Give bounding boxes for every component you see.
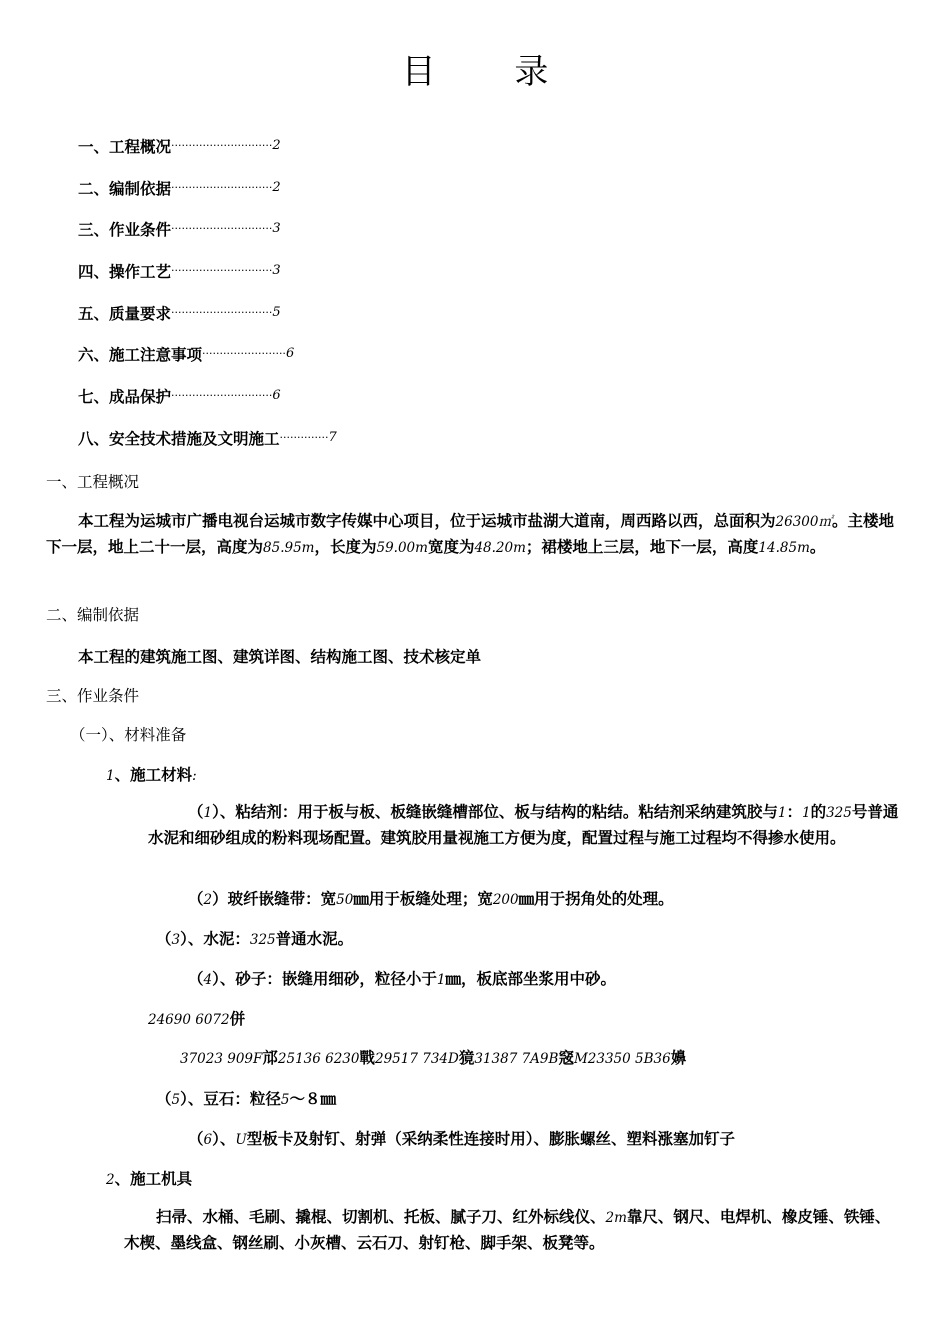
area-value: 26300㎡	[775, 514, 832, 530]
garbled-line	[180, 1046, 686, 1068]
toc-entry-label: 一、工程概况	[78, 138, 172, 156]
toc-page-number: 3	[272, 221, 281, 237]
material-number: 3	[171, 932, 181, 948]
toc-entry-label: 三、作业条件	[78, 221, 172, 240]
toc-page-number: 2	[272, 179, 281, 195]
material-adhesive	[148, 800, 904, 851]
garbled-char: 窛	[558, 1049, 574, 1067]
garbled-char: 戰	[359, 1049, 375, 1067]
toc-entry-label: 四、操作工艺	[78, 263, 172, 282]
tools-paragraph	[124, 1205, 904, 1256]
material-text: ）、水泥：	[180, 930, 250, 948]
paren: （	[188, 803, 204, 821]
toc-page-number: 2	[272, 138, 281, 153]
toc-leader-dots: ·····························	[171, 389, 273, 403]
item-label: 、施工机具	[114, 1170, 193, 1188]
paren: （	[156, 930, 172, 948]
toc-entry[interactable]	[78, 260, 337, 302]
toc-leader-dots: ·····························	[171, 222, 273, 236]
garbled-code: M23350 5B36	[573, 1051, 671, 1067]
toc-entry-label: 二、编制依据	[78, 179, 172, 198]
material-number: 6	[203, 1132, 213, 1148]
ruler-length: 2m	[605, 1210, 627, 1226]
material-number: 5	[171, 1092, 181, 1108]
toc-entry[interactable]	[78, 135, 337, 177]
toc-leader-dots: ·····························	[171, 180, 273, 194]
garbled-code: 37023 909F	[180, 1051, 263, 1067]
toc-page-number: 3	[272, 263, 281, 279]
toc-entry[interactable]	[78, 218, 337, 260]
item-construction-tools	[106, 1167, 192, 1189]
ratio-colon: ：	[786, 803, 802, 821]
ratio-value: 1	[801, 805, 811, 821]
page-title: 目 录	[401, 52, 583, 92]
material-cement	[156, 927, 353, 949]
section-heading-basis: 二、编制依据	[46, 606, 140, 624]
material-text: ～８㎜	[289, 1090, 336, 1108]
toc-leader-dots: ·····························	[171, 139, 273, 152]
material-fiberglass-tape	[188, 887, 674, 909]
item-construction-materials	[106, 763, 197, 785]
length-value: 59.00m	[376, 540, 428, 556]
material-text: 型板卡及射钉、射弹（采纳柔性连接时用）、膨胀螺丝、塑料涨塞加钉子	[246, 1130, 736, 1148]
material-text: 号普通水泥和细砂组成的粉料现场配置。建筑胶用量视施工方便为度，配置过程与施工过程均不得掺水使用。	[148, 803, 899, 847]
paren: （	[188, 1130, 204, 1148]
garbled-char: 獍	[458, 1049, 475, 1067]
overview-paragraph	[46, 509, 904, 561]
toc-leader-dots: ·····························	[171, 264, 273, 278]
material-clips-fasteners	[188, 1127, 735, 1149]
material-text: ㎜用于拐角处的处理。	[518, 890, 674, 908]
item-number: 2	[106, 1172, 115, 1188]
garbled-code: 24690 6072	[148, 1012, 230, 1028]
toc-entry[interactable]	[78, 343, 337, 385]
material-text: ㎜用于板缝处理；宽	[353, 890, 493, 908]
grain-size: 1	[436, 972, 446, 988]
height-value: 85.95m	[263, 540, 315, 556]
overview-text: 。主楼地下一层，地上二十一层，高度为	[46, 512, 894, 556]
garbled-char: 嬶	[670, 1049, 687, 1067]
material-number: 4	[203, 972, 213, 988]
podium-height-value: 14.85m	[758, 540, 810, 556]
toc-entry[interactable]	[78, 427, 337, 469]
overview-text: 。	[809, 538, 826, 556]
material-number: 2	[203, 892, 213, 908]
item-number: 1	[106, 768, 115, 784]
toc-page-number: 6	[285, 346, 295, 362]
section-heading-conditions: 三、作业条件	[46, 687, 140, 705]
toc-page-number: 6	[272, 388, 281, 404]
material-text: ）、砂子：嵌缝用细砂，粒径小于	[212, 970, 437, 988]
material-number: 1	[203, 805, 213, 821]
overview-text: ；裙楼地上三层，地下一层，高度	[525, 538, 759, 556]
ratio-value: 1	[777, 805, 787, 821]
toc-leader-dots: ·····························	[171, 305, 273, 319]
material-text: ㎜，板底部坐浆用中砂。	[445, 970, 616, 988]
item-label: 、施工材料	[114, 766, 193, 784]
material-text: ）、粘结剂：用于板与板、板缝嵌缝槽部位、板与结构的粘结。粘结剂采纳建筑胶与	[212, 803, 778, 821]
section-heading-overview: 一、工程概况	[46, 473, 140, 491]
clip-type: U	[235, 1132, 247, 1148]
garbled-code: 25136 6230	[277, 1051, 360, 1067]
paren: （	[188, 970, 204, 988]
toc-leader-dots: ························	[202, 347, 286, 361]
garbled-code: 29517 734D	[375, 1051, 459, 1067]
width-value: 48.20m	[474, 540, 526, 556]
toc-entry-label: 七、成品保护	[78, 388, 172, 407]
toc-entry-label: 八、安全技术措施及文明施工	[78, 429, 280, 448]
overview-text: 本工程为运城市广播电视台运城市数字传媒中心项目，位于运城市盐湖大道南，周西路以西，总面积为	[78, 512, 776, 530]
material-text: 普通水泥。	[275, 930, 354, 948]
paren: （	[188, 890, 204, 908]
item-colon: :	[192, 768, 197, 784]
width-value: 50	[336, 892, 354, 908]
toc-page-number: 5	[272, 304, 281, 320]
overview-text: 宽度为	[427, 538, 475, 556]
toc-leader-dots: ··············	[279, 430, 329, 444]
tools-text: 扫帚、水桶、毛刷、撬棍、切割机、托板、腻子刀、红外标线仪、	[156, 1208, 606, 1226]
garbled-code: 31387 7A9B	[474, 1051, 559, 1067]
grain-range: 5	[280, 1092, 290, 1108]
toc-entry[interactable]	[78, 177, 337, 219]
material-text: 的	[810, 803, 827, 821]
toc-entry[interactable]	[78, 302, 337, 344]
cement-grade: 325	[826, 805, 852, 821]
garbled-line	[148, 1007, 245, 1029]
toc-page-number: 7	[328, 429, 337, 445]
width-value: 200	[492, 892, 519, 908]
material-sand	[188, 967, 616, 989]
garbled-char: 併	[229, 1010, 246, 1028]
garbled-char: 邟	[262, 1049, 278, 1067]
paren: （	[156, 1090, 172, 1108]
subsection-materials: （一）、材料准备	[70, 726, 187, 744]
cement-grade: 325	[249, 932, 276, 948]
toc-entry-label: 六、施工注意事项	[78, 346, 203, 365]
material-pea-gravel	[156, 1087, 336, 1109]
material-text: ）、	[212, 1130, 236, 1148]
material-text: ）玻纤嵌缝带：宽	[212, 890, 337, 908]
overview-text: ，长度为	[314, 538, 377, 556]
basis-paragraph: 本工程的建筑施工图、建筑详图、结构施工图、技术核定单	[78, 648, 482, 666]
toc-entry-label: 五、质量要求	[78, 304, 172, 323]
table-of-contents	[78, 135, 337, 469]
tools-text: 靠尺、钢尺、电焊机、橡皮锤、铁锤、木楔、墨线盒、钢丝刷、小灰槽、云石刀、射钉枪、脚手架、板凳等。	[124, 1208, 891, 1252]
toc-entry[interactable]	[78, 385, 337, 427]
material-text: ）、豆石：粒径	[180, 1090, 281, 1108]
